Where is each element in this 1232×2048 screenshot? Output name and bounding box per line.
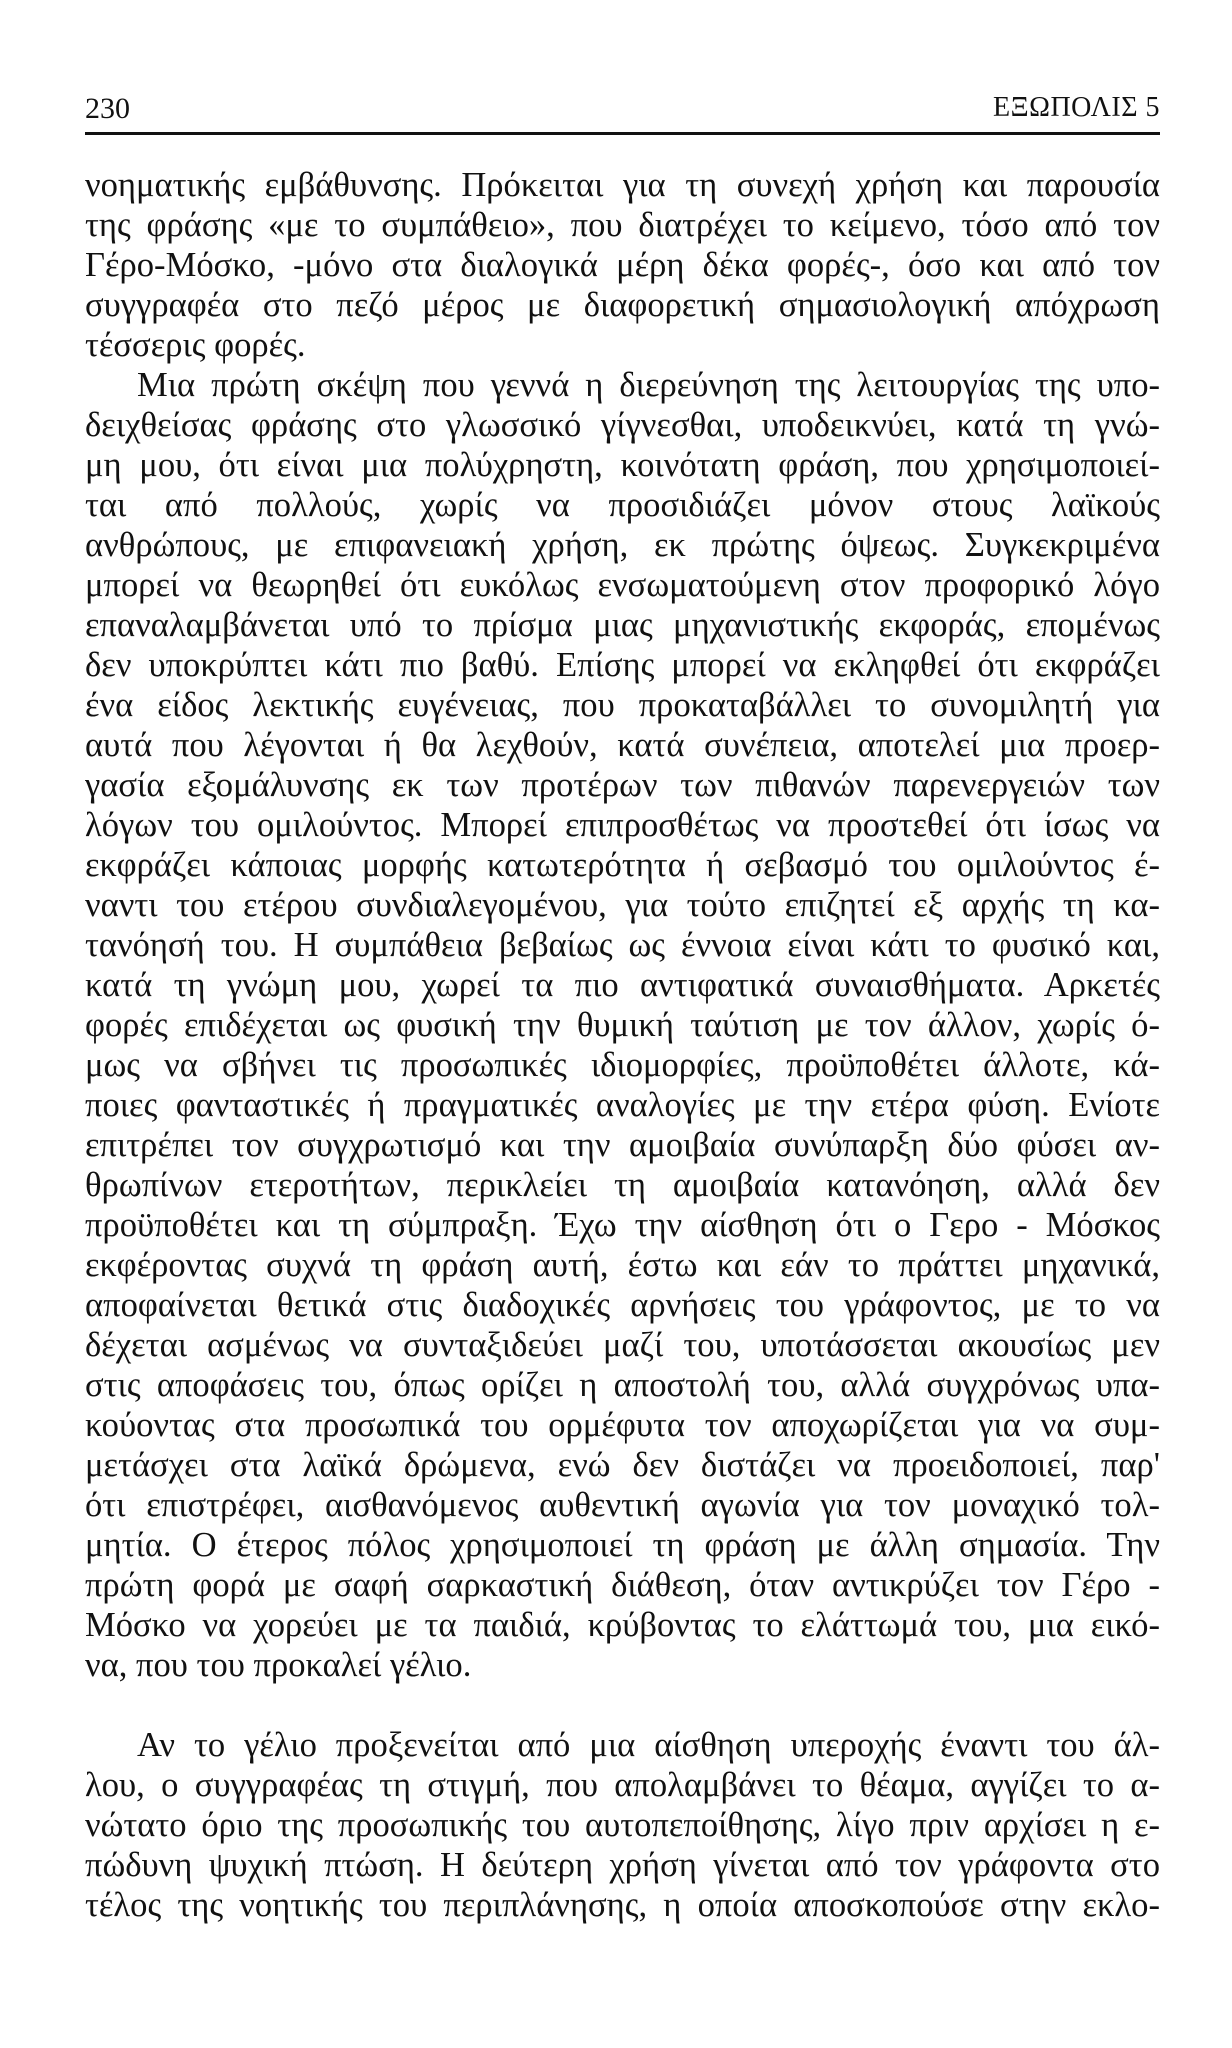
paragraph-line: κατά τη γνώμη μου, χωρεί τα πιο αντιφατικά συναισθήματα. Αρκετές (85, 966, 1160, 1004)
paragraph-line: δεν υποκρύπτει κάτι πιο βαθύ. Επίσης μπορεί να εκληφθεί ότι εκφράζει (85, 646, 1160, 684)
paragraph-line: ένα είδος λεκτικής ευγένειας, που προκαταβάλλει το συνομιλητή για (85, 686, 1160, 724)
paragraph-line: επιτρέπει τον συγχρωτισμό και την αμοιβαία συνύπαρξη δύο φύσει αν- (85, 1126, 1160, 1164)
paragraph-line: νώτατο όριο της προσωπικής του αυτοπεποίθησης, λίγο πριν αρχίσει η ε- (85, 1806, 1160, 1844)
paragraph-line: εκφέροντας συχνά τη φράση αυτή, έστω και εάν το πράττει μηχανικά, (85, 1246, 1160, 1284)
paragraph-line: Μόσκο να χορεύει με τα παιδιά, κρύβοντας το ελάττωμά του, μια εικό- (85, 1606, 1160, 1644)
paragraph-line: στις αποφάσεις του, όπως ορίζει η αποστολή του, αλλά συγχρόνως υπα- (85, 1366, 1160, 1404)
body-text (85, 165, 1160, 1925)
paragraph-line: νοηματικής εμβάθυνσης. Πρόκειται για τη συνεχή χρήση και παρουσία (85, 166, 1160, 204)
paragraph-line: Αν το γέλιο προξενείται από μια αίσθηση υπεροχής έναντι του άλ- (137, 1726, 1160, 1764)
paragraph-line: Γέρο-Μόσκο, -μόνο στα διαλογικά μέρη δέκα φορές-, όσο και από τον (85, 246, 1160, 284)
paragraph-line: μως να σβήνει τις προσωπικές ιδιομορφίες, προϋποθέτει άλλοτε, κά- (85, 1046, 1160, 1084)
paragraph-line: θρωπίνων ετεροτήτων, περικλείει τη αμοιβαία κατανόηση, αλλά δεν (85, 1166, 1160, 1204)
paragraph-line: τανόησή του. Η συμπάθεια βεβαίως ως έννοια είναι κάτι το φυσικό και, (85, 926, 1160, 964)
paragraph-line: αυτά που λέγονται ή θα λεχθούν, κατά συνέπεια, αποτελεί μια προερ- (85, 726, 1160, 764)
paragraph-line: τέλος της νοητικής του περιπλάνησης, η οποία αποσκοπούσε στην εκλο- (85, 1886, 1160, 1924)
paragraph-line: προϋποθέτει και τη σύμπραξη. Έχω την αίσθηση ότι ο Γερο - Μόσκος (85, 1206, 1160, 1244)
paragraph-line: ποιες φανταστικές ή πραγματικές αναλογίες με την ετέρα φύση. Ενίοτε (85, 1086, 1160, 1124)
paragraph-line: πρώτη φορά με σαφή σαρκαστική διάθεση, όταν αντικρύζει τον Γέρο - (85, 1566, 1160, 1604)
paragraph-line: κούοντας στα προσωπικά του ορμέφυτα τον αποχωρίζεται για να συμ- (85, 1406, 1160, 1444)
paragraph-line: συγγραφέα στο πεζό μέρος με διαφορετική σημασιολογική απόχρωση (85, 286, 1160, 324)
paragraph-line: δειχθείσας φράσης στο γλωσσικό γίγνεσθαι, υποδεικνύει, κατά τη γνώ- (85, 406, 1160, 444)
page-header (85, 92, 1160, 135)
paragraph-line: φορές επιδέχεται ως φυσική την θυμική ταύτιση με τον άλλον, χωρίς ό- (85, 1006, 1160, 1044)
paragraph-line: μητία. Ο έτερος πόλος χρησιμοποιεί τη φράση με άλλη σημασία. Την (85, 1526, 1160, 1564)
paragraph-line: μη μου, ότι είναι μια πολύχρηστη, κοινότατη φράση, που χρησιμοποιεί- (85, 446, 1160, 484)
paragraph-line: ναντι του ετέρου συνδιαλεγομένου, για τούτο επιζητεί εξ αρχής τη κα- (85, 886, 1160, 924)
paragraph-line: ται από πολλούς, χωρίς να προσιδιάζει μόνον στους λαϊκούς (85, 486, 1160, 524)
paragraph-line: τέσσερις φορές. (85, 326, 306, 364)
paragraph-line: ανθρώπους, με επιφανειακή χρήση, εκ πρώτης όψεως. Συγκεκριμένα (85, 526, 1160, 564)
paragraph-line: να, που του προκαλεί γέλιο. (85, 1646, 472, 1684)
running-head: ΕΞΩΠΟΛΙΣ 5 (993, 92, 1160, 123)
paragraph-line: λου, ο συγγραφέας τη στιγμή, που απολαμβάνει το θέαμα, αγγίζει το α- (85, 1766, 1160, 1804)
paragraph-line: γασία εξομάλυνσης εκ των προτέρων των πιθανών παρενεργειών των (85, 766, 1160, 804)
paragraph-line: μετάσχει στα λαϊκά δρώμενα, ενώ δεν διστάζει να προειδοποιεί, παρ' (85, 1446, 1160, 1484)
paragraph-line: αποφαίνεται θετικά στις διαδοχικές αρνήσεις του γράφοντος, με το να (85, 1286, 1160, 1324)
paragraph-line: μπορεί να θεωρηθεί ότι ευκόλως ενσωματούμενη στον προφορικό λόγο (85, 566, 1160, 604)
paragraph-line: πώδυνη ψυχική πτώση. Η δεύτερη χρήση γίνεται από τον γράφοντα στο (85, 1846, 1160, 1884)
paragraph-line: δέχεται ασμένως να συνταξιδεύει μαζί του, υποτάσσεται ακουσίως μεν (85, 1326, 1160, 1364)
paragraph-line: λόγων του ομιλούντος. Μπορεί επιπροσθέτως να προστεθεί ότι ίσως να (85, 806, 1160, 844)
paragraph-line: ότι επιστρέφει, αισθανόμενος αυθεντική αγωνία για τον μοναχικό τολ- (85, 1486, 1160, 1524)
page-number: 230 (85, 92, 130, 125)
paragraph-line: εκφράζει κάποιας μορφής κατωτερότητα ή σεβασμό του ομιλούντος έ- (85, 846, 1160, 884)
paragraph-line: επαναλαμβάνεται υπό το πρίσμα μιας μηχανιστικής εκφοράς, επομένως (85, 606, 1160, 644)
paragraph-line: Μια πρώτη σκέψη που γεννά η διερεύνηση της λειτουργίας της υπο- (137, 366, 1160, 404)
paragraph-line: της φράσης «με το συμπάθειο», που διατρέχει το κείμενο, τόσο από τον (85, 206, 1160, 244)
paragraph-gap (85, 1685, 1160, 1725)
